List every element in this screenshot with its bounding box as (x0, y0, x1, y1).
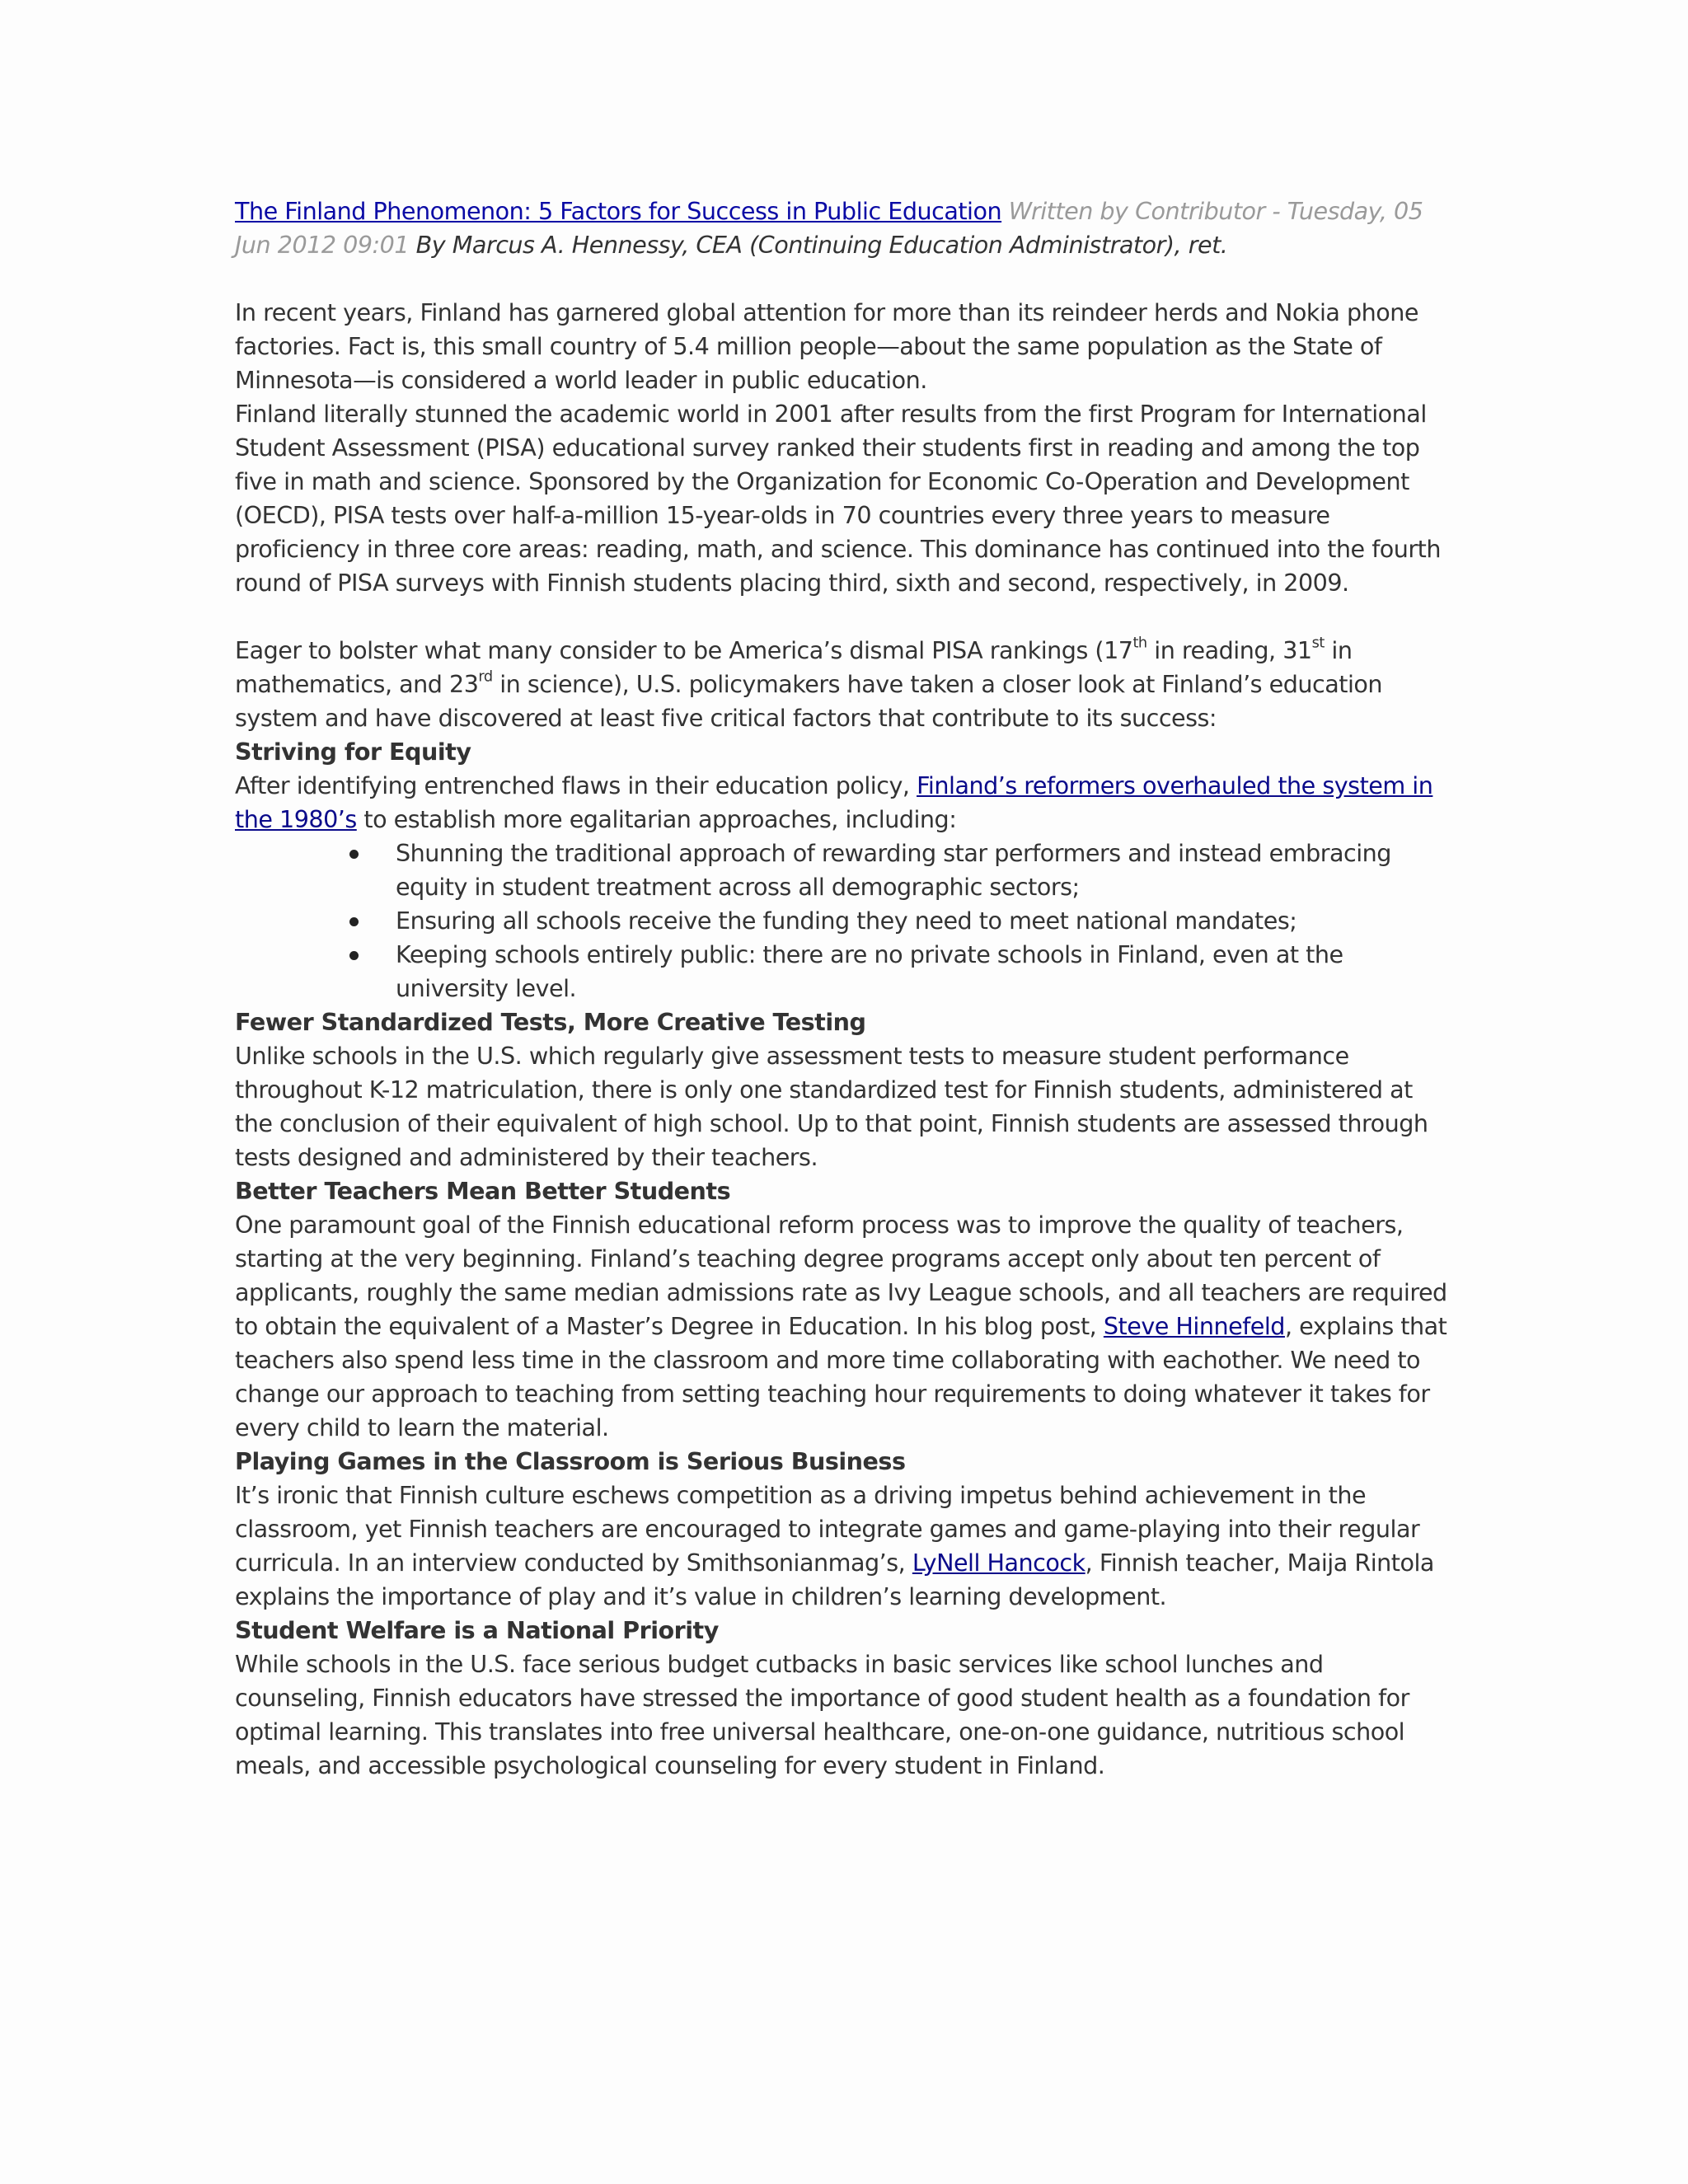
section-heading-games: Playing Games in the Classroom is Serious Business (235, 1447, 906, 1475)
welfare-paragraph: While schools in the U.S. face serious budget cutbacks in basic services like school lunches and counseling, Finnish educators have stressed the importance of good student health as a foundation for optimal learning. This translates into free universal healthcare, one-on-one guidance, nutritious school meals, and accessible psychological counseling for every student in Finland. (235, 1650, 1409, 1779)
text-run: , Finnish teacher, Maija Rintola explains the importance of play and it’s value in children’s learning development. (235, 1549, 1434, 1610)
superscript: st (1311, 635, 1325, 652)
list-item-text: Ensuring all schools receive the funding they need to meet national mandates; (396, 907, 1297, 935)
section-heading-equity: Striving for Equity (235, 738, 471, 766)
bullet-icon (349, 917, 359, 926)
text-run: in reading, 31 (1146, 636, 1312, 664)
article-byline: By Marcus A. Hennessy, CEA (Continuing Education Administrator), ret. (409, 231, 1228, 259)
bullet-icon (349, 850, 359, 859)
intro-paragraph-1: In recent years, Finland has garnered global attention for more than its reindeer herds and Nokia phone factories. Fact is, this small country of 5.4 million people—about the same population as the State of Minnesota—is considered a world leader in public education. (235, 298, 1418, 394)
list-item-text: Keeping schools entirely public: there are no private schools in Finland, even at the university level. (396, 940, 1343, 1002)
lynell-hancock-link[interactable]: LyNell Hancock (912, 1549, 1085, 1577)
text-run: Eager to bolster what many consider to be America’s dismal PISA rankings (17 (235, 636, 1133, 664)
superscript: th (1132, 635, 1147, 652)
article-title-link[interactable]: The Finland Phenomenon: 5 Factors for Success in Public Education (235, 197, 1002, 225)
testing-paragraph: Unlike schools in the U.S. which regularly give assessment tests to measure student performance throughout K-12 matriculation, there is only one standardized test for Finnish students, administered at the conclusion of their equivalent of high school. Up to that point, Finnish students are assessed through tests designed and administered by their teachers. (235, 1042, 1428, 1171)
teachers-paragraph (235, 1208, 1455, 1445)
text-run: After identifying entrenched flaws in their education policy, (235, 771, 917, 799)
section-heading-welfare: Student Welfare is a National Priority (235, 1616, 719, 1644)
section-heading-testing: Fewer Standardized Tests, More Creative Testing (235, 1008, 866, 1036)
article (235, 194, 1455, 1783)
bullet-icon (349, 951, 359, 960)
list-item-text: Shunning the traditional approach of rewarding star performers and instead embracing equity in student treatment across all demographic sectors; (396, 839, 1391, 901)
spacer (235, 600, 1455, 634)
list-item (396, 938, 1455, 1005)
equity-bullet-list (235, 837, 1455, 1005)
reformers-link[interactable]: Finland’s reformers overhauled the system in the 1980’s (235, 771, 1433, 833)
superscript: rd (478, 668, 493, 686)
text-run: to establish more egalitarian approaches, including: (356, 805, 957, 833)
article-header (235, 194, 1455, 262)
list-item (396, 904, 1455, 938)
text-run: in mathematics, and 23 (235, 636, 1353, 698)
intro-paragraph-2: Finland literally stunned the academic world in 2001 after results from the first Program for International Student Assessment (PISA) educational survey ranked their students first in reading and among the top five in math and science. Sponsored by the Organization for Economic Co-Operation and Development (OECD), PISA tests over half-a-million 15-year-olds in 70 countries every three years to measure proficiency in three core areas: reading, math, and science. This dominance has continued into the fourth round of PISA surveys with Finnish students placing third, sixth and second, respectively, in 2009. (235, 400, 1441, 597)
section-heading-teachers: Better Teachers Mean Better Students (235, 1177, 731, 1205)
text-run: It’s ironic that Finnish culture eschews competition as a driving impetus behind achievement in the classroom, yet Finnish teachers are encouraged to integrate games and game-playing into their regular curricula. In an interview conducted by Smithsonianmag’s, (235, 1481, 1420, 1577)
intro-paragraph-3 (235, 634, 1455, 735)
games-paragraph (235, 1479, 1455, 1614)
equity-paragraph (235, 769, 1455, 837)
text-run: in science), U.S. policymakers have taken a closer look at Finland’s education system and have discovered at least five critical factors that contribute to its success: (235, 670, 1383, 732)
article-meta: Written by Contributor - Tuesday, 05 Jun 2012 09:01 (235, 197, 1423, 259)
text-run: , explains that teachers also spend less time in the classroom and more time collaborating with eachother. We need to change our approach to teaching from setting teaching hour requirements to doing whatever it takes for every child to learn the material. (235, 1312, 1447, 1441)
steve-hinnefeld-link[interactable]: Steve Hinnefeld (1103, 1312, 1285, 1340)
spacer (235, 262, 1455, 296)
list-item (396, 837, 1455, 904)
text-run: One paramount goal of the Finnish educational reform process was to improve the quality of teachers, starting at the very beginning. Finland’s teaching degree programs accept only about ten percent of applicants, roughly the same median admissions rate as Ivy League schools, and all teachers are required to obtain the equivalent of a Master’s Degree in Education. In his blog post, (235, 1211, 1447, 1340)
